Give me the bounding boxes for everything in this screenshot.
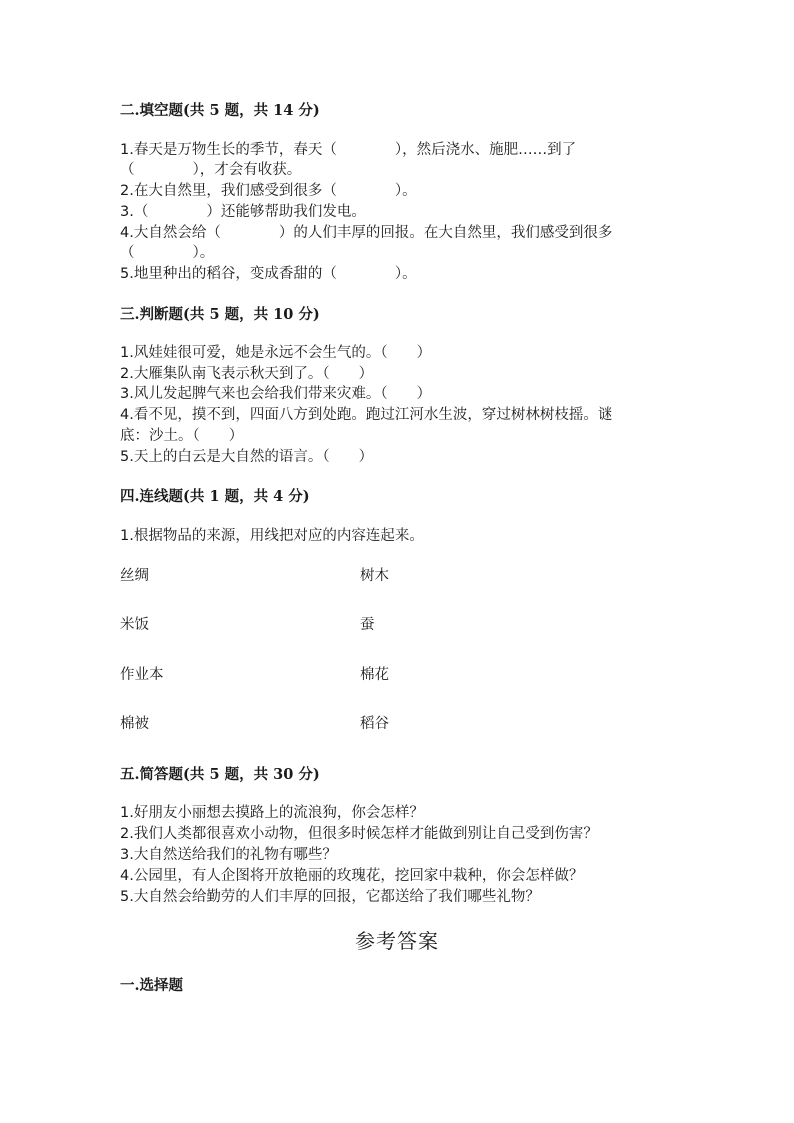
judge-line-2: 2.大雁集队南飞表示秋天到了。（ ） <box>120 366 374 382</box>
match-left-item: 丝绸 <box>120 568 149 584</box>
fill-line-6: （ ）。 <box>120 245 215 261</box>
short-line-4: 4.公园里，有人企图将开放艳丽的玫瑰花，挖回家中栽种，你会怎样做？ <box>120 868 584 884</box>
short-line-1: 1.好朋友小丽想去摸路上的流浪狗，你会怎样？ <box>120 805 424 821</box>
judge-line-3: 3.风儿发起脾气来也会给我们带来灾难。（ ） <box>120 386 432 402</box>
match-right-item: 蚕 <box>360 617 375 633</box>
judge-line-5: 底：沙土。（ ） <box>120 428 244 444</box>
fill-line-4: 3.（ ）还能够帮助我们发电。 <box>120 204 366 220</box>
fill-line-1: 1.春天是万物生长的季节，春天（ ），然后浇水、施肥……到了 <box>120 142 577 158</box>
match-section-title: 四.连线题(共 1 题，共 4 分) <box>120 488 310 505</box>
short-section-title: 五.简答题(共 5 题，共 30 分) <box>120 766 320 783</box>
judge-line-1: 1.风娃娃很可爱，她是永远不会生气的。（ ） <box>120 345 432 361</box>
fill-line-5: 4.大自然会给（ ）的人们丰厚的回报。在大自然里，我们感受到很多 <box>120 225 613 241</box>
answers-first-section: 一.选择题 <box>120 977 184 994</box>
judge-line-6: 5.天上的白云是大自然的语言。（ ） <box>120 449 374 465</box>
short-line-5: 5.大自然会给勤劳的人们丰厚的回报，它都送给了我们哪些礼物？ <box>120 889 540 905</box>
match-left-item: 米饭 <box>120 617 149 633</box>
match-right-item: 稻谷 <box>360 716 389 732</box>
answers-title: 参考答案 <box>355 929 439 953</box>
match-question: 1.根据物品的来源，用线把对应的内容连起来。 <box>120 528 424 544</box>
short-line-3: 3.大自然送给我们的礼物有哪些？ <box>120 847 337 863</box>
fill-line-2: （ ），才会有收获。 <box>120 162 302 178</box>
fill-section-title: 二.填空题(共 5 题，共 14 分) <box>120 102 320 119</box>
short-line-2: 2.我们人类都很喜欢小动物，但很多时候怎样才能做到别让自己受到伤害？ <box>120 826 598 842</box>
judge-section-title: 三.判断题(共 5 题，共 10 分) <box>120 306 320 323</box>
fill-line-3: 2.在大自然里，我们感受到很多（ ）。 <box>120 183 417 199</box>
judge-line-4: 4.看不见，摸不到，四面八方到处跑。跑过江河水生波，穿过树林树枝摇。谜 <box>120 407 613 423</box>
match-left-item: 棉被 <box>120 716 149 732</box>
match-right-item: 棉花 <box>360 667 389 683</box>
match-right-item: 树木 <box>360 568 389 584</box>
match-left-item: 作业本 <box>120 667 164 683</box>
fill-line-7: 5.地里种出的稻谷，变成香甜的（ ）。 <box>120 266 417 282</box>
